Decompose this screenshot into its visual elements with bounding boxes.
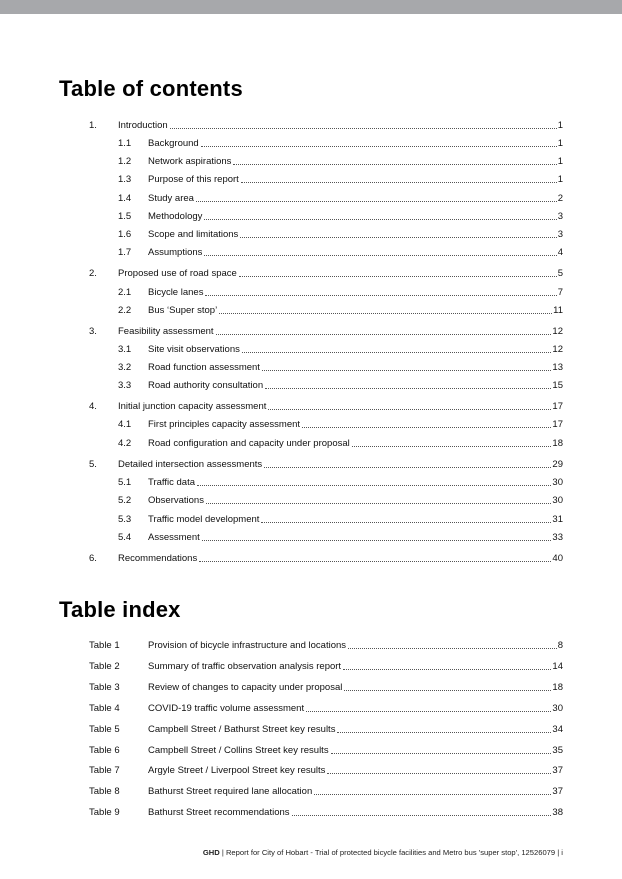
toc-entry-number: 5.2	[118, 495, 132, 506]
toc-entry-title: First principles capacity assessment	[148, 419, 301, 430]
dot-leader	[292, 815, 552, 816]
toc-entry[interactable]	[89, 458, 563, 472]
dot-leader	[240, 237, 556, 238]
toc-entry-title: Traffic data	[148, 477, 195, 488]
toc-entry[interactable]	[89, 552, 563, 566]
dot-leader	[352, 446, 552, 447]
toc-entry[interactable]	[118, 137, 563, 151]
footer-text: | Report for City of Hobart - Trial of protected bicycle facilities and Metro bus 'super stop', 12526079 | i	[219, 848, 563, 857]
table-index-entry[interactable]	[89, 785, 563, 799]
toc-entry-title: Bus ‘Super stop’	[148, 305, 218, 316]
table-index-entry-number: Table 5	[89, 723, 120, 735]
table-index-entry-title: Campbell Street / Collins Street key results	[148, 744, 329, 756]
toc-entry-title: Bicycle lanes	[148, 287, 204, 298]
toc-entry-page: 33	[552, 532, 563, 543]
toc-entry-number: 1.	[89, 120, 97, 131]
toc-entry-title: Site visit observations	[148, 344, 240, 355]
table-index-entry[interactable]	[89, 764, 563, 778]
toc-entry[interactable]	[118, 173, 563, 187]
dot-leader	[331, 753, 552, 754]
toc-entry-title: Recommendations	[118, 553, 198, 564]
top-bar	[0, 0, 622, 14]
toc-entry-number: 5.1	[118, 477, 132, 488]
table-index-entry-page: 18	[552, 681, 563, 693]
toc-entry-number: 1.3	[118, 174, 132, 185]
page-footer	[0, 848, 563, 857]
toc-entry-page: 17	[552, 419, 563, 430]
toc-entry-number: 1.5	[118, 211, 132, 222]
toc-entry-page: 13	[552, 362, 563, 373]
toc-entry-page: 4	[557, 247, 563, 258]
toc-entry-page: 7	[557, 287, 563, 298]
table-index-entry-number: Table 8	[89, 786, 120, 798]
toc-entry-number: 1.6	[118, 229, 132, 240]
toc-entry-number: 4.	[89, 401, 97, 412]
toc-entry[interactable]	[118, 210, 563, 224]
dot-leader	[201, 146, 557, 147]
toc-entry[interactable]	[118, 513, 563, 527]
table-index-entry[interactable]	[89, 744, 563, 758]
dot-leader	[262, 370, 551, 371]
dot-leader	[264, 467, 551, 468]
table-index-entry-number: Table 1	[89, 640, 120, 651]
toc-entry-page: 18	[552, 438, 563, 449]
toc-entry[interactable]	[118, 379, 563, 393]
toc-entry-title: Study area	[148, 193, 194, 204]
dot-leader	[241, 182, 557, 183]
toc-entry[interactable]	[89, 400, 563, 414]
footer-org: GHD	[202, 848, 220, 857]
toc-entry-number: 2.	[89, 268, 97, 279]
table-index-entry-title: Bathurst Street required lane allocation	[148, 786, 313, 798]
toc-entry-page: 5	[557, 268, 563, 279]
table-index-entry-number: Table 9	[89, 807, 120, 819]
toc-entry-page: 31	[552, 514, 563, 525]
dot-leader	[242, 352, 552, 353]
toc-entry-number: 2.2	[118, 305, 132, 316]
toc-entry-page: 2	[557, 193, 563, 204]
table-index-entry[interactable]	[89, 806, 563, 820]
toc-entry-title: Assumptions	[148, 247, 203, 258]
table-index-entry-title: Provision of bicycle infrastructure and locations	[148, 640, 347, 651]
toc-entry-number: 4.1	[118, 419, 132, 430]
toc-entry-title: Proposed use of road space	[118, 268, 237, 279]
dot-leader	[204, 219, 556, 220]
dot-leader	[344, 690, 551, 691]
toc-entry-title: Road configuration and capacity under proposal	[148, 438, 350, 449]
dot-leader	[306, 711, 551, 712]
table-index-entry-page: 38	[552, 807, 563, 819]
toc-entry-page: 1	[557, 120, 563, 131]
toc-entry-page: 12	[552, 326, 563, 337]
table-index-entry-title: COVID-19 traffic volume assessment	[148, 702, 305, 714]
toc-entry-number: 1.1	[118, 138, 132, 149]
toc-entry-title: Traffic model development	[148, 514, 260, 525]
table-index-entry-page: 34	[552, 723, 563, 735]
dot-leader	[196, 201, 557, 202]
table-index-entry[interactable]	[89, 660, 563, 674]
dot-leader	[233, 164, 556, 165]
dot-leader	[343, 669, 551, 670]
toc-entry-page: 3	[557, 211, 563, 222]
table-index-entry-page: 30	[552, 702, 563, 714]
dot-leader	[261, 522, 551, 523]
dot-leader	[197, 485, 551, 486]
table-index-entry[interactable]	[89, 723, 563, 737]
toc-entry[interactable]	[89, 325, 563, 339]
toc-entry-page: 3	[557, 229, 563, 240]
dot-leader	[302, 427, 551, 428]
table-index-entry[interactable]	[89, 639, 563, 653]
dot-leader	[206, 503, 551, 504]
toc-entry-page: 17	[552, 401, 563, 412]
toc-entry-number: 2.1	[118, 287, 132, 298]
toc-entry-page: 1	[557, 156, 563, 167]
toc-entry-page: 15	[552, 380, 563, 391]
toc-entry-title: Introduction	[118, 120, 168, 131]
toc-entry-number: 3.3	[118, 380, 132, 391]
dot-leader	[337, 732, 551, 733]
toc-entry-page: 40	[552, 553, 563, 564]
table-index-entry-number: Table 4	[89, 702, 120, 714]
toc-entry-page: 1	[557, 174, 563, 185]
dot-leader	[216, 334, 552, 335]
toc-entry-title: Road function assessment	[148, 362, 260, 373]
toc-entry-number: 3.1	[118, 344, 132, 355]
toc-entry[interactable]	[118, 343, 563, 357]
toc-entry-title: Purpose of this report	[148, 174, 239, 185]
table-index-entry-title: Bathurst Street recommendations	[148, 807, 290, 819]
toc-entry[interactable]	[118, 418, 563, 432]
dot-leader	[204, 255, 556, 256]
toc-entry[interactable]	[118, 192, 563, 206]
toc-entry[interactable]	[118, 494, 563, 508]
toc-entry-number: 6.	[89, 553, 97, 564]
toc-entry-page: 11	[553, 305, 563, 316]
toc-entry-title: Assessment	[148, 532, 200, 543]
table-index-entry-page: 35	[552, 744, 563, 756]
toc-entry-number: 3.2	[118, 362, 132, 373]
toc-entry-page: 30	[552, 495, 563, 506]
table-index-entry-title: Summary of traffic observation analysis report	[148, 660, 342, 672]
table-index-entry-number: Table 7	[89, 765, 120, 777]
table-index-entry-title: Review of changes to capacity under proposal	[148, 681, 343, 693]
toc-entry-title: Detailed intersection assessments	[118, 459, 263, 470]
dot-leader	[219, 313, 552, 314]
toc-entry[interactable]	[118, 361, 563, 375]
toc-entry-title: Scope and limitations	[148, 229, 239, 240]
dot-leader	[205, 295, 556, 296]
toc-entry-page: 12	[552, 344, 563, 355]
toc-entry-page: 29	[552, 459, 563, 470]
toc-entry[interactable]	[89, 119, 563, 133]
table-index-entry-number: Table 3	[89, 681, 120, 693]
toc-entry-title: Background	[148, 138, 199, 149]
toc-entry[interactable]	[118, 531, 563, 545]
toc-entry[interactable]	[118, 228, 563, 242]
dot-leader	[314, 794, 551, 795]
dot-leader	[348, 648, 557, 649]
toc-entry-number: 3.	[89, 326, 97, 337]
toc-entry-number: 5.	[89, 459, 97, 470]
toc-entry-number: 5.3	[118, 514, 132, 525]
toc-entry-title: Initial junction capacity assessment	[118, 401, 267, 412]
toc-entry-title: Road authority consultation	[148, 380, 264, 391]
toc-entry-page: 30	[552, 477, 563, 488]
toc-entry-title: Feasibility assessment	[118, 326, 214, 337]
toc-entry-title: Methodology	[148, 211, 203, 222]
toc-entry[interactable]	[118, 476, 563, 490]
table-index-entry-page: 8	[557, 640, 563, 651]
table-index-entry-page: 14	[552, 660, 563, 672]
table-index-heading: Table index	[59, 597, 181, 622]
table-index-entry-title: Campbell Street / Bathurst Street key results	[148, 723, 336, 735]
toc-entry[interactable]	[89, 267, 563, 281]
toc-entry-page: 1	[557, 138, 563, 149]
toc-entry-number: 1.4	[118, 193, 132, 204]
table-index-entry[interactable]	[89, 702, 563, 716]
toc-entry[interactable]	[118, 286, 563, 300]
toc-entry-number: 4.2	[118, 438, 132, 449]
toc-entry[interactable]	[118, 246, 563, 260]
dot-leader	[199, 561, 551, 562]
dot-leader	[327, 773, 551, 774]
table-index-entry-number: Table 2	[89, 660, 120, 672]
toc-entry[interactable]	[118, 304, 563, 318]
table-index-entry-page: 37	[552, 786, 563, 798]
table-index-entry-title: Argyle Street / Liverpool Street key results	[148, 765, 326, 777]
toc-entry[interactable]	[118, 155, 563, 169]
toc-entry-title: Network aspirations	[148, 156, 232, 167]
table-index-entry-number: Table 6	[89, 744, 120, 756]
toc-entry-number: 5.4	[118, 532, 132, 543]
dot-leader	[265, 388, 551, 389]
toc-heading: Table of contents	[59, 76, 243, 101]
table-index-entry-page: 37	[552, 765, 563, 777]
toc-entry-number: 1.7	[118, 247, 132, 258]
dot-leader	[268, 409, 551, 410]
toc-entry-number: 1.2	[118, 156, 132, 167]
dot-leader	[239, 276, 557, 277]
toc-entry[interactable]	[118, 437, 563, 451]
toc-entry-title: Observations	[148, 495, 204, 506]
table-index-entry[interactable]	[89, 681, 563, 695]
dot-leader	[202, 540, 552, 541]
dot-leader	[170, 128, 557, 129]
